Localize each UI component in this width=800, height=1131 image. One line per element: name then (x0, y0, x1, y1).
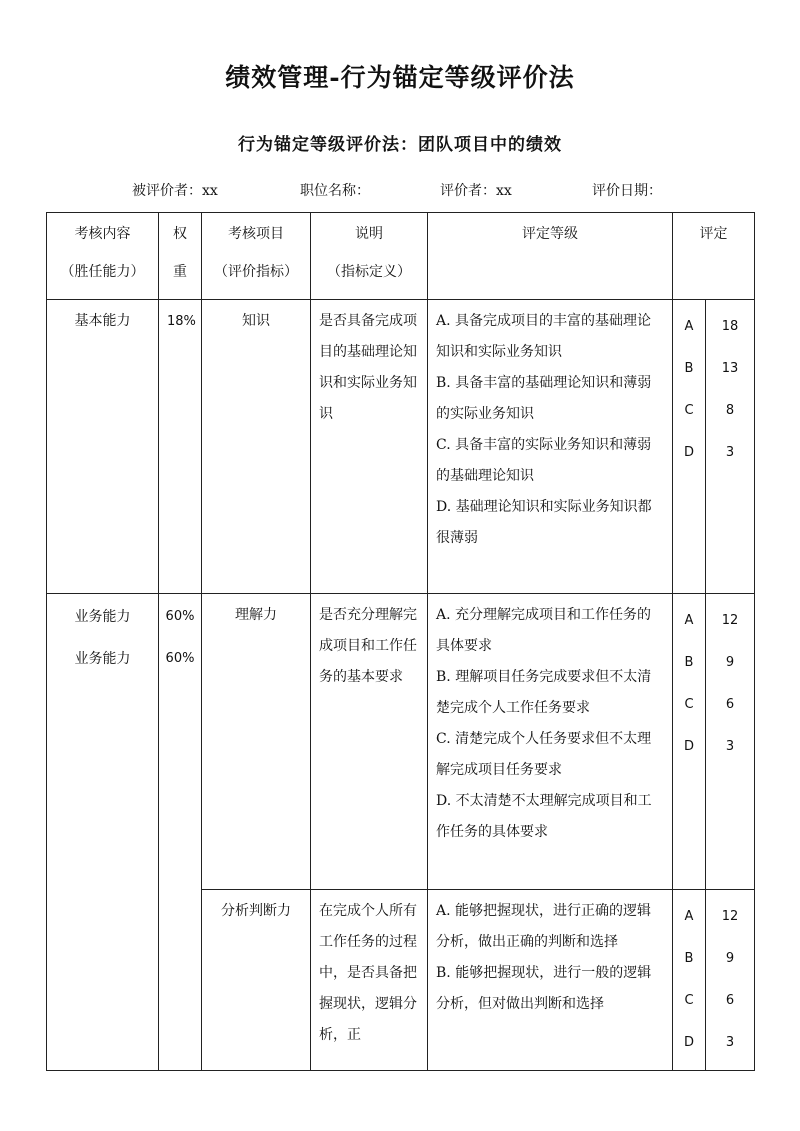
header-weight-line1: 权 (173, 226, 187, 242)
header-weight-line2: 重 (173, 264, 187, 280)
row-weight (159, 594, 202, 1071)
header-desc-line2: （指标定义） (327, 264, 411, 280)
header-item-line2: （评价指标） (214, 264, 298, 280)
grade-score: 3 (725, 739, 735, 754)
grade-option: A. 能够把握现状，进行正确的逻辑分析，做出正确的判断和选择 (436, 903, 652, 950)
header-rating-label: 评定 (699, 226, 728, 242)
row-item: 知识 (202, 300, 311, 594)
row-weight-line: 60% (165, 651, 195, 666)
grade-option: B. 理解项目任务完成要求但不太清楚完成个人工作任务要求 (436, 669, 652, 716)
grade-option: A. 充分理解完成项目和工作任务的具体要求 (436, 607, 652, 654)
page-title: 绩效管理-行为锚定等级评价法 (225, 63, 575, 92)
header-item-line1: 考核项目 (228, 226, 284, 242)
evaluatee-label: 被评价者：xx (132, 183, 218, 199)
table-row (47, 594, 755, 890)
grade-option: C. 清楚完成个人任务要求但不太理解完成项目任务要求 (436, 731, 652, 778)
grade-option: B. 具备丰富的基础理论知识和薄弱的实际业务知识 (436, 375, 652, 422)
header-description (311, 213, 428, 300)
grade-letter: B (684, 361, 694, 376)
row-grade-letters (673, 890, 706, 1071)
row-description: 是否具备完成项目的基础理论知识和实际业务知识 (311, 300, 428, 594)
row-weight: 18% (159, 300, 202, 594)
grade-letter: B (684, 951, 694, 966)
grade-score: 9 (725, 951, 735, 966)
grade-letter: D (683, 1035, 694, 1050)
evaluator-label: 评价者：xx (440, 183, 512, 199)
header-grade (428, 213, 673, 300)
row-content: 基本能力 (47, 300, 159, 594)
header-grade-label: 评定等级 (522, 226, 578, 242)
header-rating (673, 213, 755, 300)
position-label: 职位名称： (300, 183, 370, 199)
table-header-row (47, 213, 755, 300)
grade-score: 12 (721, 909, 739, 924)
grade-score: 13 (721, 361, 739, 376)
row-grade-scores (706, 890, 755, 1071)
grade-letter: A (684, 319, 694, 334)
grade-score: 12 (721, 613, 739, 628)
grade-letter: A (684, 909, 694, 924)
table-row (47, 300, 755, 594)
evaluation-table (46, 212, 755, 1071)
grade-letter: D (683, 445, 694, 460)
row-description: 在完成个人所有工作任务的过程中，是否具备把握现状，逻辑分析，正 (311, 890, 428, 1071)
row-description: 是否充分理解完成项目和工作任务的基本要求 (311, 594, 428, 890)
header-weight (159, 213, 202, 300)
header-content (47, 213, 159, 300)
grade-letter: C (684, 403, 694, 418)
row-grade-scores (706, 300, 755, 594)
grade-option: D. 不太清楚不太理解完成项目和工作任务的具体要求 (436, 793, 652, 840)
grade-option: D. 基础理论知识和实际业务知识都很薄弱 (436, 499, 652, 546)
grade-letter: C (684, 697, 694, 712)
grade-letter: D (683, 739, 694, 754)
grade-score: 18 (721, 319, 739, 334)
row-weight-line: 60% (165, 609, 195, 624)
grade-option: C. 具备丰富的实际业务知识和薄弱的基础理论知识 (436, 437, 652, 484)
grade-score: 3 (725, 1035, 735, 1050)
row-content (47, 594, 159, 1071)
page-subtitle: 行为锚定等级评价法：团队项目中的绩效 (238, 135, 562, 155)
grade-option: B. 能够把握现状，进行一般的逻辑分析，但对做出判断和选择 (436, 965, 652, 1012)
grade-letter: C (684, 993, 694, 1008)
row-item: 理解力 (202, 594, 311, 890)
header-content-line2: （胜任能力） (60, 264, 145, 280)
row-item: 分析判断力 (202, 890, 311, 1071)
grade-score: 8 (725, 403, 735, 418)
header-content-line1: 考核内容 (74, 226, 131, 242)
grade-option: A. 具备完成项目的丰富的基础理论知识和实际业务知识 (436, 313, 652, 360)
evaluation-date-label: 评价日期： (592, 183, 662, 199)
grade-score: 6 (725, 993, 735, 1008)
row-content-line: 业务能力 (74, 651, 131, 667)
row-grades (428, 300, 673, 594)
header-desc-line1: 说明 (355, 226, 383, 242)
row-grades (428, 890, 673, 1071)
grade-score: 6 (725, 697, 735, 712)
header-item (202, 213, 311, 300)
row-grade-letters (673, 300, 706, 594)
grade-letter: A (684, 613, 694, 628)
grade-letter: B (684, 655, 694, 670)
row-content-line: 业务能力 (74, 609, 131, 625)
grade-score: 3 (725, 445, 735, 460)
grade-score: 9 (725, 655, 735, 670)
row-grade-scores (706, 594, 755, 890)
row-grades (428, 594, 673, 890)
row-grade-letters (673, 594, 706, 890)
